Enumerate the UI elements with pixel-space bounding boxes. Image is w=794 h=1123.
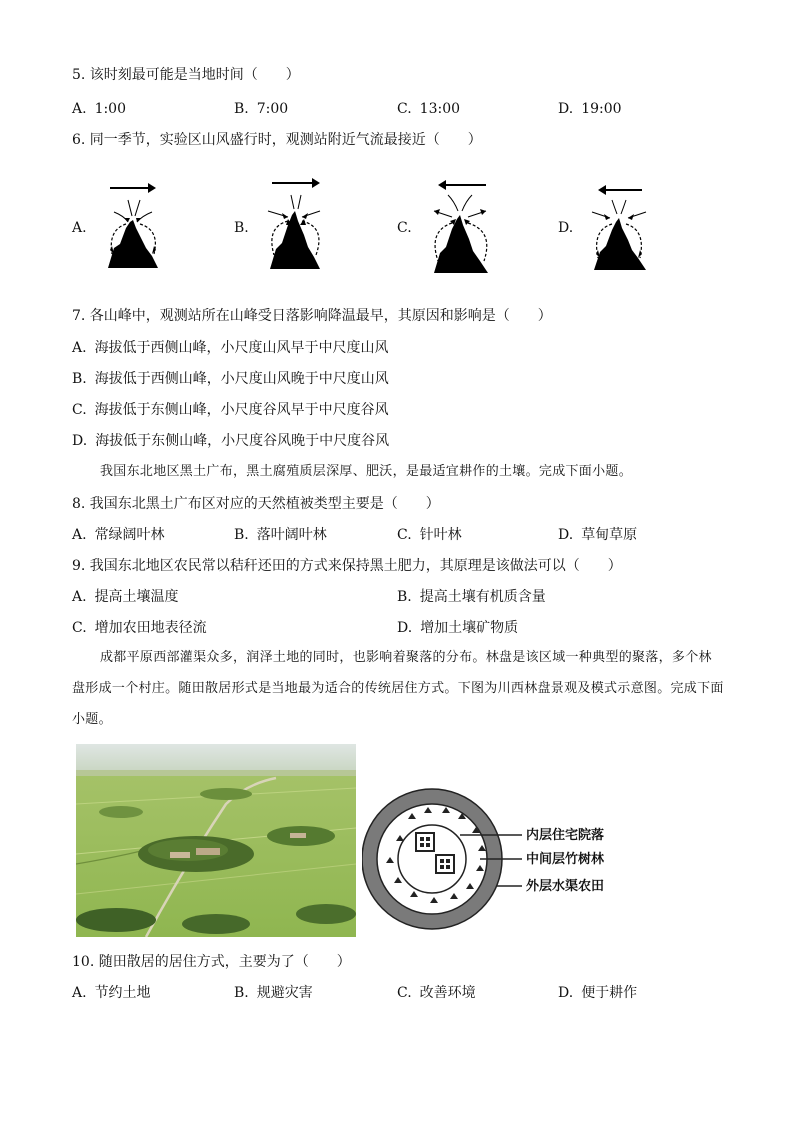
question-10-stem: 10. 随田散居的居住方式，主要为了（ ） [72, 954, 351, 970]
q8-option-a[interactable]: A. 常绿阔叶林 [72, 527, 165, 543]
q6-label-c[interactable]: C. [397, 220, 412, 236]
q8-option-c[interactable]: C. 针叶林 [397, 527, 462, 543]
label-inner-layer: 内层住宅院落 [526, 828, 605, 843]
q7-option-a[interactable]: A. 海拔低于西侧山峰，小尺度山风早于中尺度山风 [72, 340, 389, 356]
q7-option-c[interactable]: C. 海拔低于东侧山峰，小尺度谷风早于中尺度谷风 [72, 402, 389, 418]
label-outer-layer: 外层水渠农田 [526, 879, 605, 894]
q8-option-b[interactable]: B. 落叶阔叶林 [234, 527, 327, 543]
question-7-stem: 7. 各山峰中，观测站所在山峰受日落影响降温最早，其原因和影响是（ ） [72, 308, 552, 324]
q5-option-d[interactable]: D. 19:00 [558, 101, 622, 117]
q5-option-b[interactable]: B. 7:00 [234, 101, 289, 117]
wind-diagram-a [100, 178, 170, 274]
q5-option-a[interactable]: A. 1:00 [72, 101, 127, 117]
linpan-landscape-photo [76, 744, 356, 937]
q10-option-c[interactable]: C. 改善环境 [397, 985, 476, 1001]
question-6-stem: 6. 同一季节，实验区山风盛行时，观测站附近气流最接近（ ） [72, 132, 482, 148]
q10-option-b[interactable]: B. 规避灾害 [234, 985, 313, 1001]
q5-option-c[interactable]: C. 13:00 [397, 101, 461, 117]
q6-label-a[interactable]: A. [72, 220, 87, 236]
wind-diagram-d [584, 178, 656, 274]
passage-linpan: 成都平原西部灌渠众多，润泽土地的同时，也影响着聚落的分布。林盘是该区域一种典型的聚落，多个林盘形成一个村庄。随田散居形式是当地最为适合的传统居住方式。下图为川西林盘景观及模式示意图。完成下面小题。 [72, 650, 724, 727]
q10-option-a[interactable]: A. 节约土地 [72, 985, 151, 1001]
question-9-stem: 9. 我国东北地区农民常以秸秆还田的方式来保持黑土肥力，其原理是该做法可以（ ） [72, 558, 622, 574]
passage-black-soil: 我国东北地区黑土广布，黑土腐殖质层深厚、肥沃，是最适宜耕作的土壤。完成下面小题。 [100, 464, 633, 479]
q6-label-d[interactable]: D. [558, 220, 574, 236]
question-5-stem: 5. 该时刻最可能是当地时间（ ） [72, 67, 300, 83]
question-8-stem: 8. 我国东北黑土广布区对应的天然植被类型主要是（ ） [72, 496, 440, 512]
q9-option-c[interactable]: C. 增加农田地表径流 [72, 620, 207, 636]
q10-option-d[interactable]: D. 便于耕作 [558, 985, 638, 1001]
wind-diagram-c [424, 173, 500, 277]
label-middle-layer: 中间层竹树林 [526, 852, 605, 867]
q9-option-b[interactable]: B. 提高土壤有机质含量 [397, 589, 546, 605]
wind-diagram-b [262, 173, 332, 273]
q6-label-b[interactable]: B. [234, 220, 249, 236]
q9-option-d[interactable]: D. 增加土壤矿物质 [397, 620, 519, 636]
q9-option-a[interactable]: A. 提高土壤温度 [72, 589, 179, 605]
q7-option-b[interactable]: B. 海拔低于西侧山峰，小尺度山风晚于中尺度山风 [72, 371, 389, 387]
q7-option-d[interactable]: D. 海拔低于东侧山峰，小尺度谷风晚于中尺度谷风 [72, 433, 390, 449]
q8-option-d[interactable]: D. 草甸草原 [558, 527, 638, 543]
